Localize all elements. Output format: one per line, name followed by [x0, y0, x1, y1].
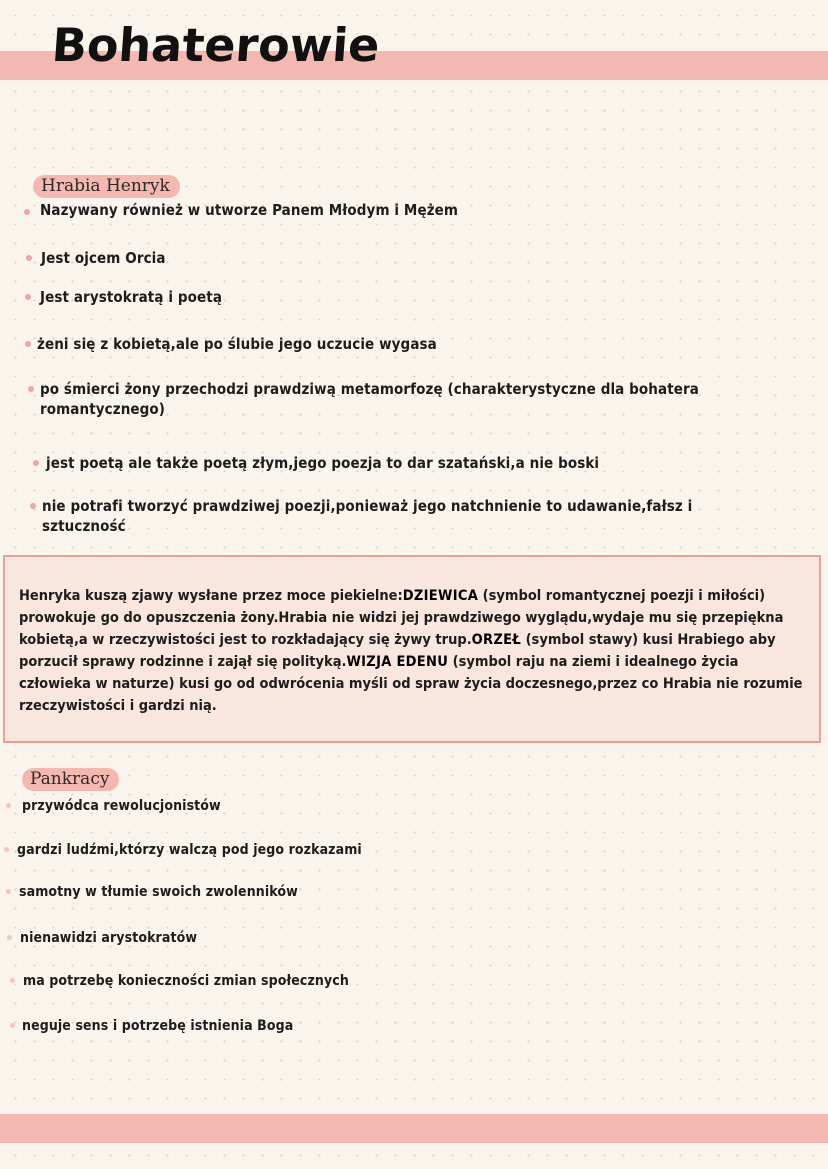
emphasis-wizja-edenu: WIZJA EDENU	[346, 654, 449, 670]
section-label-pankracy: Pankracy	[22, 768, 119, 791]
list-item: nienawidzi arystokratów	[20, 930, 198, 946]
bullet-icon	[10, 1023, 15, 1028]
list-item: neguje sens i potrzebę istnienia Boga	[22, 1018, 294, 1034]
bullet-icon	[24, 209, 30, 215]
page-title: Bohaterowie	[50, 18, 382, 72]
temptations-box	[3, 555, 821, 743]
list-item: jest poetą ale także poetą złym,jego poezja to dar szatański,a nie boski	[46, 454, 600, 472]
list-item: Nazywany również w utworze Panem Młodym i Mężem	[40, 201, 459, 219]
footer-accent-band	[0, 1114, 828, 1143]
bullet-icon	[6, 803, 11, 808]
section-label-henryk: Hrabia Henryk	[33, 175, 180, 198]
list-item: przywódca rewolucjonistów	[22, 798, 221, 814]
bullet-icon	[33, 460, 39, 466]
list-item: ma potrzebę konieczności zmian społecznych	[23, 973, 349, 989]
temptations-text: Henryka kuszą zjawy wysłane przez moce piekielne:DZIEWICA (symbol romantycznej poezji i miłości) prowokuje go do opuszczenia żony.Hrabia nie widzi jej prawdziwego wyglądu,wydaje mu się przepiękna kobietą,a w rzeczywistości jest to rozkładający się żywy trup.ORZEŁ (symbol stawy) kusi Hrabiego aby porzucił sprawy rodzinne i zajął się polityką.WIZJA EDENU (symbol raju na ziemi i idealnego życia człowieka w naturze) kusi go od odwrócenia myśli od spraw życia doczesnego,przez co Hrabia nie rozumie rzeczywistości i gardzi nią.	[19, 588, 803, 714]
bullet-icon	[4, 847, 9, 852]
emphasis-orzel: ORZEŁ	[471, 632, 522, 648]
list-item: nie potrafi tworzyć prawdziwej poezji,ponieważ jego natchnienie to udawanie,fałsz i sztuczność	[42, 497, 693, 535]
bullet-icon	[7, 935, 12, 940]
list-item: Jest ojcem Orcia	[41, 249, 166, 267]
bullet-icon	[25, 341, 31, 347]
bullet-icon	[28, 386, 34, 392]
bullet-icon	[26, 255, 32, 261]
list-item: żeni się z kobietą,ale po ślubie jego uczucie wygasa	[37, 335, 437, 353]
list-item: po śmierci żony przechodzi prawdziwą metamorfozę (charakterystyczne dla bohatera romantycznego)	[40, 380, 699, 418]
list-item: Jest arystokratą i poetą	[40, 288, 223, 306]
bullet-icon	[6, 889, 11, 894]
list-item: samotny w tłumie swoich zwolenników	[19, 884, 298, 900]
bullet-icon	[10, 978, 15, 983]
bullet-icon	[25, 294, 31, 300]
list-item: gardzi ludźmi,którzy walczą pod jego rozkazami	[17, 842, 362, 858]
emphasis-dziewica: DZIEWICA	[402, 588, 479, 604]
bullet-icon	[30, 503, 36, 509]
